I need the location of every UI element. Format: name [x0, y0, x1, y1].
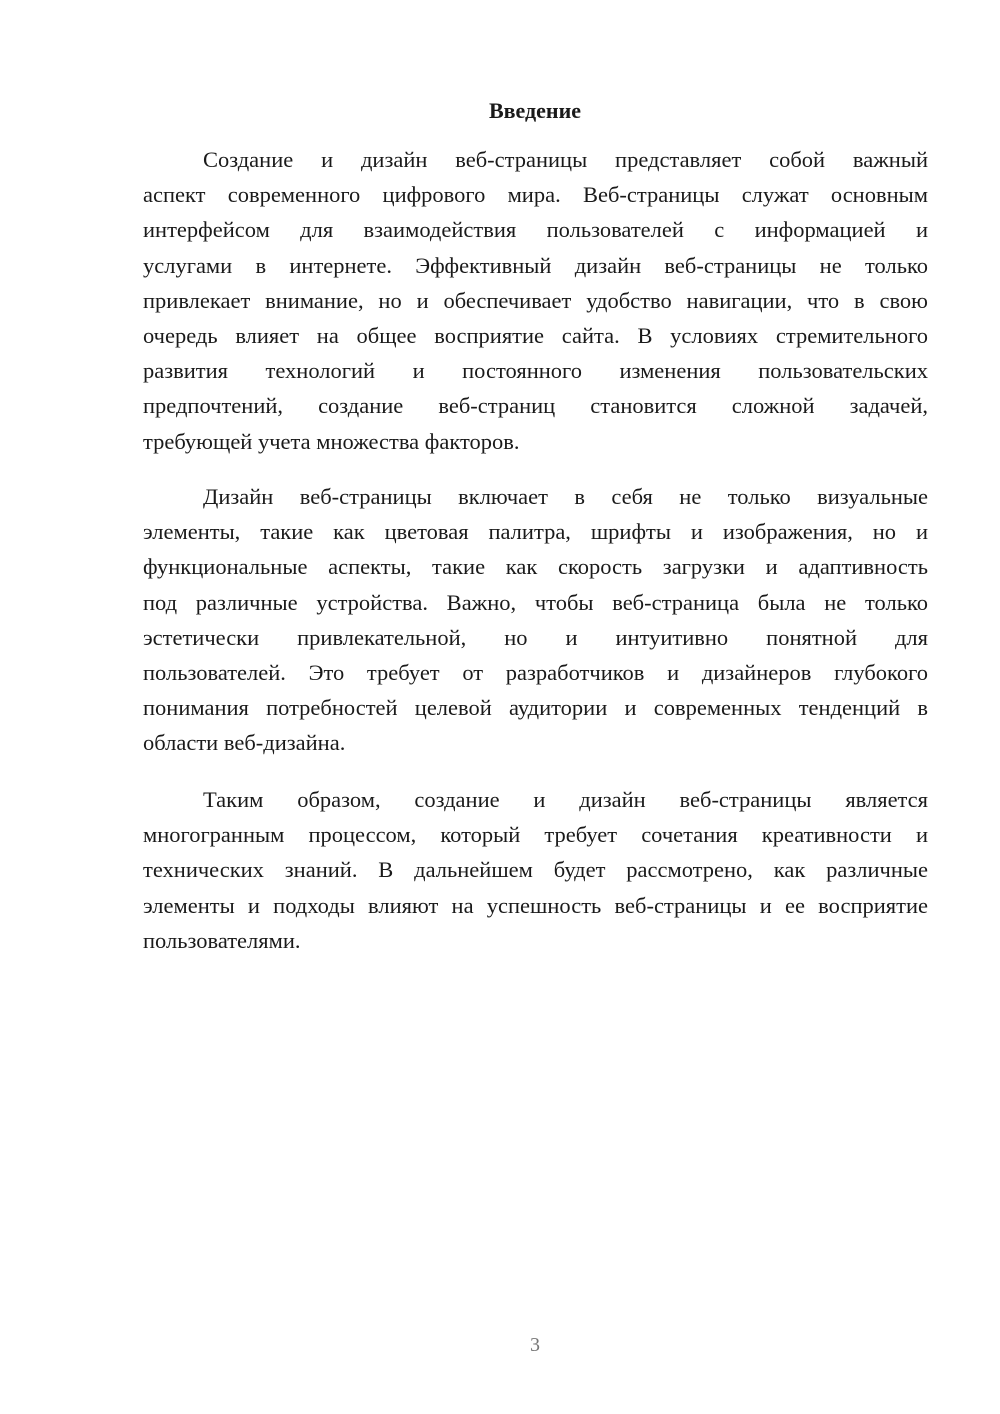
text-line: пользователями. — [143, 927, 301, 953]
text-line: аспект современного цифрового мира. Веб-страницы служат основным — [143, 182, 928, 208]
text-line: привлекает внимание, но и обеспечивает удобство навигации, что в свою — [143, 287, 928, 313]
text-line: интерфейсом для взаимодействия пользователей с информацией и — [143, 217, 928, 243]
text-line: предпочтений, создание веб-страниц становится сложной задачей, — [143, 393, 928, 419]
text-line: развития технологий и постоянного изменения пользовательских — [143, 358, 928, 384]
text-line: Дизайн веб-страницы включает в себя не только визуальные — [203, 484, 928, 509]
text-line: требующей учета множества факторов. — [143, 428, 520, 454]
text-line: Таким образом, создание и дизайн веб-страницы является — [203, 787, 928, 812]
text-line: Создание и дизайн веб-страницы представляет собой важный — [203, 147, 928, 172]
page-number: 3 — [530, 1334, 540, 1356]
text-line: элементы, такие как цветовая палитра, шрифты и изображения, но и — [143, 519, 928, 545]
text-line: понимания потребностей целевой аудитории и современных тенденций в — [143, 695, 928, 721]
paragraph-2 — [143, 479, 928, 761]
text-line: элементы и подходы влияют на успешность веб-страницы и ее восприятие — [143, 892, 928, 918]
text-line: эстетически привлекательной, но и интуитивно понятной для — [143, 624, 928, 650]
text-line: многогранным процессом, который требует сочетания креативности и — [143, 822, 928, 848]
text-line: услугами в интернете. Эффективный дизайн веб-страницы не только — [143, 252, 928, 278]
text-line: области веб-дизайна. — [143, 730, 346, 756]
section-title: Введение — [488, 98, 582, 123]
text-line: технических знаний. В дальнейшем будет рассмотрено, как различные — [143, 857, 928, 883]
paragraph-1 — [143, 142, 928, 459]
text-line: под различные устройства. Важно, чтобы веб-страница была не только — [143, 589, 928, 615]
text-line: пользователей. Это требует от разработчиков и дизайнеров глубокого — [143, 659, 928, 685]
paragraph-3 — [143, 782, 928, 958]
text-line: очередь влияет на общее восприятие сайта. В условиях стремительного — [143, 322, 928, 348]
text-line: функциональные аспекты, такие как скорость загрузки и адаптивность — [143, 554, 928, 580]
